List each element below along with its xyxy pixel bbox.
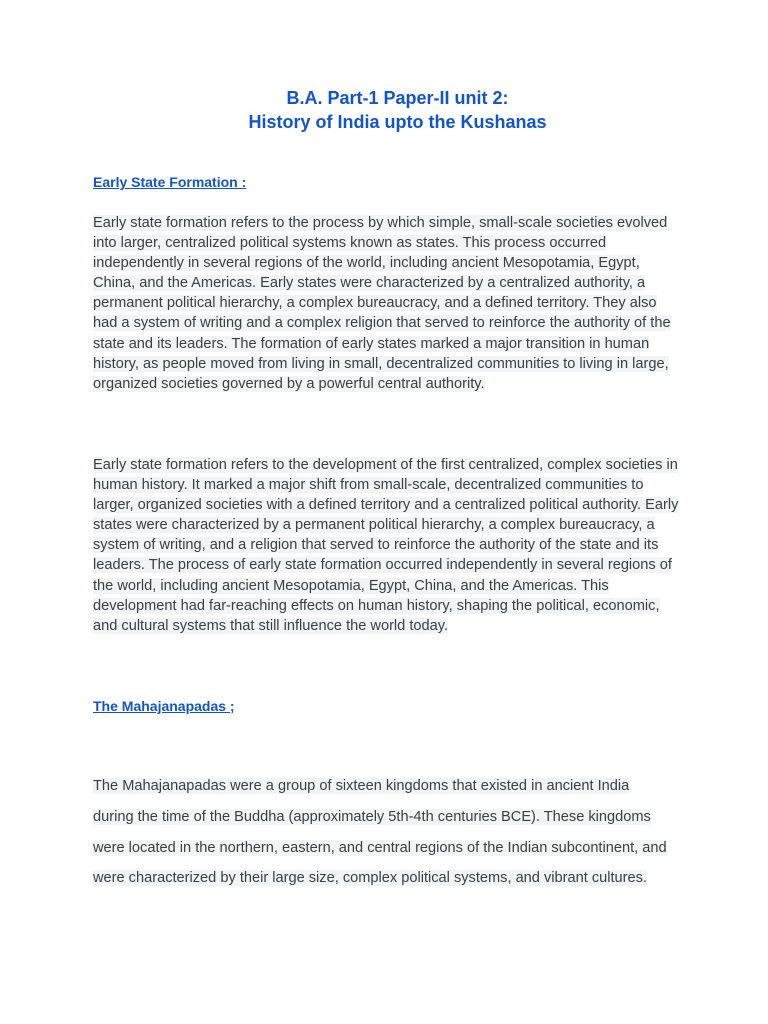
section-heading-mahajanapadas: The Mahajanapadas ; — [93, 698, 235, 714]
paragraph-text: Early state formation refers to the development of the first centralized, complex societies in human history. It marked a major shift from small-scale, decentralized communities to larger, organized societies with a defined territory and a centralized political authority. Early states were characterized by a permanent political hierarchy, a complex bureaucracy, a system of writing, and a religion that served to reinforce the authority of the state and its leaders. The process of early state formation occurred independently in several regions of the world, including ancient Mesopotamia, Egypt, China, and the Americas. This development had far-reaching effects on human history, shaping the political, economic, and cultural systems that still influence the world today. — [93, 457, 679, 634]
paragraph-early-state-2 — [93, 455, 683, 636]
document-title-line-2: History of India upto the Kushanas — [248, 112, 547, 132]
paragraph-text: Early state formation refers to the process by which simple, small-scale societies evolved into larger, centralized political systems known as states. This process occurred independently in several regions of the world, including ancient Mesopotamia, Egypt, China, and the Americas. Early states were characterized by a centralized authority, a permanent political hierarchy, a complex bureaucracy, and a defined territory. They also had a system of writing and a complex religion that served to reinforce the authority of the state and its leaders. The formation of early states marked a major transition in human history, as people moved from living in small, decentralized communities to living in large, organized societies governed by a powerful central authority. — [93, 215, 671, 392]
section-heading-early-state-formation: Early State Formation : — [93, 174, 247, 190]
document-title-line-1: B.A. Part-1 Paper-II unit 2: — [286, 88, 509, 108]
paragraph-early-state-1 — [93, 213, 683, 394]
paragraph-text: The Mahajanapadas were a group of sixteen kingdoms that existed in ancient India during the time of the Buddha (approximately 5th-4th centuries BCE). These kingdoms were located in the northern, eastern, and central regions of the Indian subcontinent, and were characterized by their large size, complex political systems, and vibrant cultures. — [93, 778, 667, 887]
paragraph-mahajanapadas-1 — [93, 771, 673, 894]
